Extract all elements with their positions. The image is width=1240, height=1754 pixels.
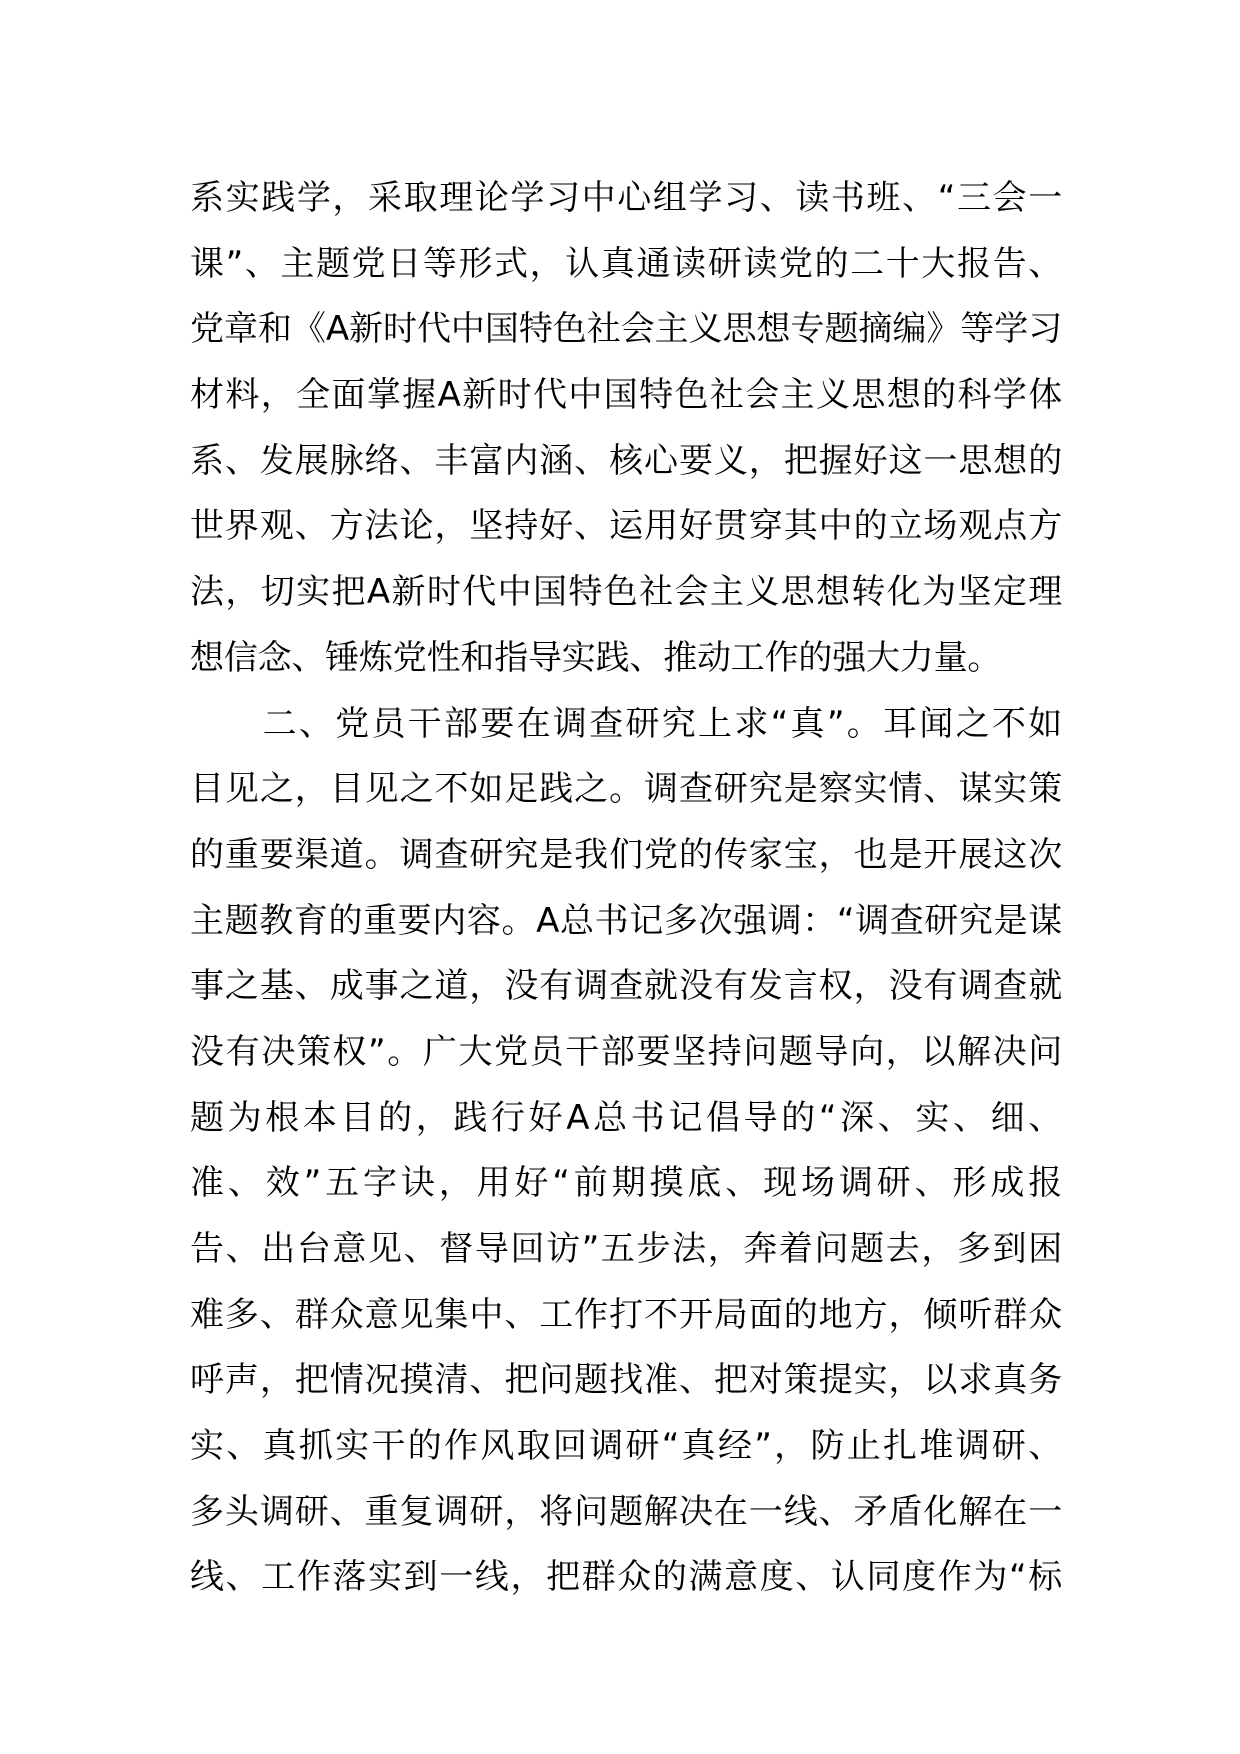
text-line: 没有决策权”。广大党员干部要坚持问题导向，以解决问 bbox=[190, 1031, 1062, 1072]
text-line: 系、发展脉络、丰富内涵、核心要义，把握好这一思想的 bbox=[190, 440, 1062, 481]
text-line: 目见之，目见之不如足践之。调查研究是察实情、谋实策 bbox=[190, 769, 1062, 810]
text-line: 法，切实把A新时代中国特色社会主义思想转化为坚定理 bbox=[190, 572, 1062, 613]
text-line: 党章和《A新时代中国特色社会主义思想专题摘编》等学习 bbox=[190, 309, 1062, 350]
text-line: 事之基、成事之道，没有调查就没有发言权，没有调查就 bbox=[190, 966, 1062, 1007]
body-text bbox=[190, 166, 1062, 1611]
text-line: 实、真抓实干的作风取回调研“真经”，防止扎堆调研、 bbox=[190, 1426, 1062, 1467]
text-line: 世界观、方法论，坚持好、运用好贯穿其中的立场观点方 bbox=[190, 506, 1062, 547]
text-line: 线、工作落实到一线，把群众的满意度、认同度作为“标 bbox=[190, 1557, 1062, 1598]
text-line: 告、出台意见、督导回访”五步法，奔着问题去，多到困 bbox=[190, 1229, 1062, 1269]
text-line: 想信念、锤炼党性和指导实践、推动工作的强大力量。 bbox=[190, 637, 1002, 678]
text-line: 难多、群众意见集中、工作打不开局面的地方，倾听群众 bbox=[190, 1294, 1062, 1335]
text-line: 课”、主题党日等形式，认真通读研读党的二十大报告、 bbox=[190, 243, 1062, 284]
text-line: 材料，全面掌握A新时代中国特色社会主义思想的科学体 bbox=[190, 375, 1062, 416]
text-line: 二、党员干部要在调查研究上求“真”。耳闻之不如 bbox=[190, 703, 1062, 744]
text-line: 多头调研、重复调研，将问题解决在一线、矛盾化解在一 bbox=[190, 1491, 1062, 1532]
text-line: 准、效”五字诀，用好“前期摸底、现场调研、形成报 bbox=[190, 1163, 1062, 1204]
text-line: 呼声，把情况摸清、把问题找准、把对策提实，以求真务 bbox=[190, 1360, 1062, 1401]
text-line: 主题教育的重要内容。A总书记多次强调：“调查研究是谋 bbox=[190, 900, 1062, 941]
text-line: 的重要渠道。调查研究是我们党的传家宝，也是开展这次 bbox=[190, 834, 1062, 875]
text-line: 题为根本目的，践行好A总书记倡导的“深、实、细、 bbox=[190, 1097, 1062, 1138]
text-line: 系实践学，采取理论学习中心组学习、读书班、“三会一 bbox=[190, 178, 1062, 218]
